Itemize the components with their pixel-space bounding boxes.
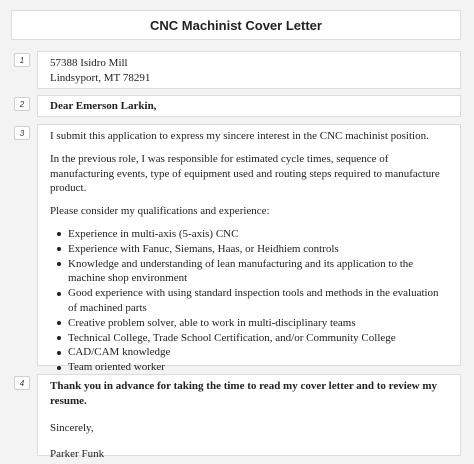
list-item: CAD/CAM knowledge bbox=[68, 345, 448, 360]
closing-thanks: Thank you in advance for taking the time to read my cover letter and to review my resume. bbox=[50, 380, 438, 407]
qualifications-list bbox=[50, 227, 448, 375]
document-title: CNC Machinist Cover Letter bbox=[150, 17, 322, 33]
document-header bbox=[11, 10, 461, 40]
body-previous-role: In the previous role, I was responsible for estimated cycle times, sequence of manufacturing events, type of equipment used and routing steps required to manufacture product. bbox=[50, 152, 440, 195]
closing-name: Parker Funk bbox=[50, 448, 105, 461]
list-item: Creative problem solver, able to work in multi-disciplinary teams bbox=[68, 316, 448, 331]
section-number-badge-2: 2 bbox=[14, 97, 30, 111]
closing-block bbox=[37, 374, 461, 461]
list-item: Good experience with using standard inspection tools and methods in the evaluation of machined parts bbox=[68, 286, 448, 316]
list-item: Experience with Fanuc, Siemans, Haas, or Heidhiem controls bbox=[68, 242, 448, 257]
closing-signoff: Sincerely, bbox=[50, 421, 94, 434]
list-item: Technical College, Trade School Certification, and/or Community College bbox=[68, 331, 448, 346]
body-consider: Please consider my qualifications and experience: bbox=[50, 205, 270, 218]
body-block bbox=[37, 124, 461, 374]
section-number-badge-1: 1 bbox=[14, 53, 30, 67]
section-number-badge-3: 3 bbox=[14, 126, 30, 140]
body-intro: I submit this application to express my sincere interest in the CNC machinist position. bbox=[50, 130, 429, 142]
salutation-block bbox=[37, 95, 461, 117]
salutation-text: Dear Emerson Larkin, bbox=[50, 100, 157, 112]
section-number-badge-4: 4 bbox=[14, 376, 30, 390]
list-item: Experience in multi-axis (5-axis) CNC bbox=[68, 227, 448, 242]
address-city: Lindsyport, MT 78291 bbox=[50, 71, 151, 84]
list-item: Knowledge and understanding of lean manufacturing and its application to the machine shop environment bbox=[68, 257, 448, 287]
list-item: Team oriented worker bbox=[68, 360, 448, 375]
address-block bbox=[37, 51, 461, 89]
address-street: 57388 Isidro Mill bbox=[50, 57, 128, 69]
